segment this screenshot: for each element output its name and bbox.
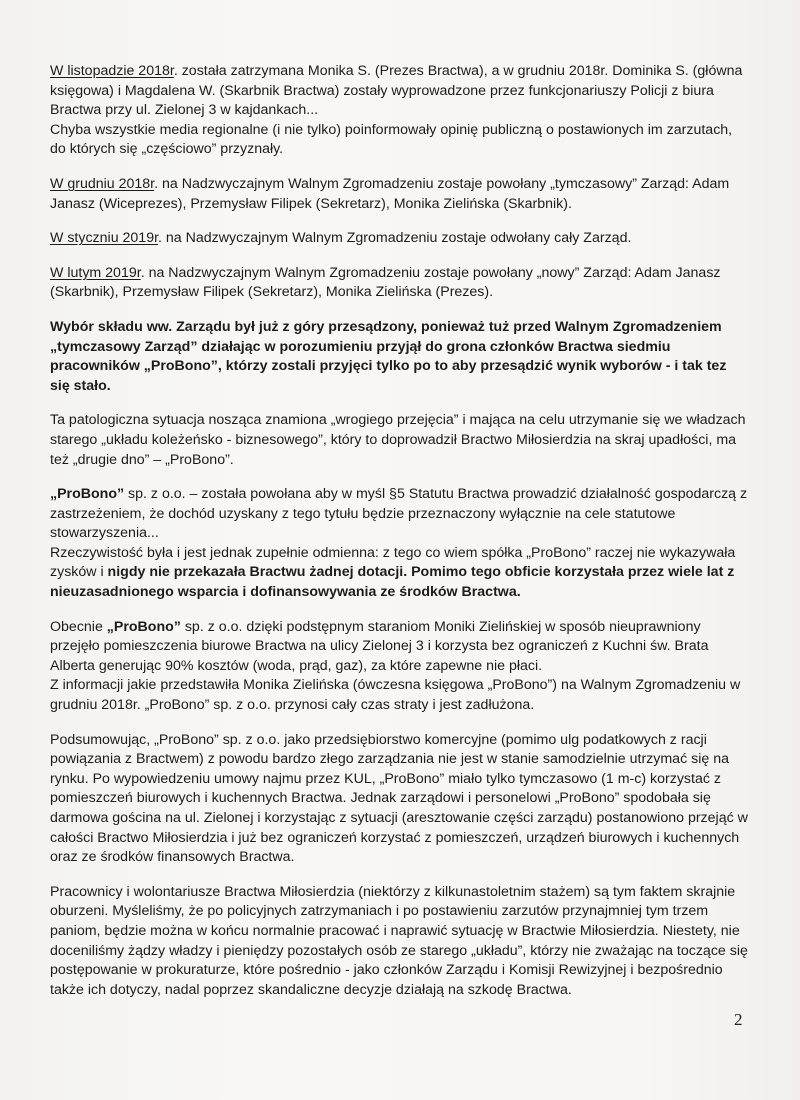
- paragraph: [50, 318, 750, 396]
- text-line: [50, 175, 750, 214]
- paragraph: [50, 411, 750, 470]
- bold-text: „ProBono”: [50, 486, 125, 503]
- text-segment: Chyba wszystkie media regionalne (i nie tylko) poinformowały opinię publiczną o postawionych im zarzutach, do których się „częściowo” przyznały.: [50, 121, 733, 158]
- text-segment: Podsumowując, „ProBono” sp. z o.o. jako przedsiębiorstwo komercyjne (pomimo ulg podatkowych z racji powiązania z Bractwem) z powodu bardzo złego zarządzania nie jest w stanie samodzielnie utrzymać się na rynku. Po wypowiedzeniu umowy najmu przez KUL, „ProBono” miało tylko tymczasowo (1 m-c) korzystać z pomieszczeń biurowych i kuchennych Bractwa. Jednak zarządowi i personelowi „ProBono” spodobała się darmowa gościna na ul. Zielonej i korzystając z sytuacji (aresztowanie części zarządu) postanowiono przejąć w całości Bractwo Miłosierdzia i już bez ograniczeń korzystać z pomieszczeń, urządzeń biurowych i kuchennych oraz ze środków finansowych Bractwa.: [50, 731, 748, 866]
- paragraph: [50, 485, 750, 603]
- paragraph: [50, 229, 750, 249]
- text-segment: sp. z o.o. – została powołana aby w myśl §5 Statutu Bractwa prowadzić działalność gospodarczą z zastrzeżeniem, że dochód uzyskany z tego tytułu będzie przeznaczony wyłącznie na cele statutowe stowarzyszenia...: [50, 486, 748, 542]
- bold-text: „ProBono”: [106, 618, 181, 635]
- date-underlined: W styczniu 2019r: [50, 230, 159, 247]
- text-segment: sp. z o.o. dzięki podstępnym staraniom Moniki Zielińskiej w sposób nieuprawniony przejęło pomieszczenia biurowe Bractwa na ulicy Zielonej 3 i korzysta bez ograniczeń z Kuchni św. Brata Alberta generując 90% kosztów (woda, prąd, gaz), za które zapewne nie płaci.: [50, 618, 709, 674]
- text-line: [50, 618, 750, 677]
- text-line: [50, 883, 750, 1001]
- text-segment: . na Nadzwyczajnym Walnym Zgromadzeniu zostaje powołany „tymczasowy” Zarząd: Adam Janasz (Wiceprezes), Przemysław Filipek (Sekretarz), Monika Zielińska (Skarbnik).: [50, 175, 730, 212]
- text-line: [50, 229, 750, 249]
- paragraph: [50, 175, 750, 214]
- show-through-text: [60, 8, 260, 22]
- date-underlined: W lutym 2019r: [50, 264, 141, 281]
- text-line: [50, 485, 750, 544]
- text-segment: Z informacji jakie przedstawiła Monika Zielińska (ówczesna księgowa „ProBono”) na Walnym Zgromadzeniu w grudniu 2018r. „ProBono” sp. z o.o. przynosi cały czas straty i jest zadłużona.: [50, 677, 741, 714]
- text-segment: Obecnie: [50, 618, 107, 635]
- bold-text: nigdy nie przekazała Bractwu żadnej dotacji. Pomimo tego obficie korzystała przez wiele lat z nieuzasadnionego wsparcia i dofinansowywania ze środków Bractwa.: [50, 564, 735, 601]
- text-line: [50, 411, 750, 470]
- text-segment: Pracownicy i wolontariusze Bractwa Miłosierdzia (niektórzy z kilkunastoletnim stażem) są tym faktem skrajnie oburzeni. Myśleliśmy, że po policyjnych zatrzymaniach i po postawieniu zarzutów przynajmniej tym trzem paniom, będzie można w końcu normalnie pracować i naprawić sytuację w Bractwie Miłosierdzia. Niestety, nie doceniliśmy żądzy władzy i pieniędzy pozostałych osób ze starego „układu”, którzy nie zważając na toczące się postępowanie w prokuraturze, które pośrednio - jako członków Zarządu i Komisji Rewizyjnej i bezpośrednio także ich dotyczy, nadal poprzez skandaliczne decyzje działają na szkodę Bractwa.: [50, 883, 748, 998]
- text-line: [50, 731, 750, 868]
- paragraph: [50, 62, 750, 160]
- text-segment: Rzeczywistość była i jest jednak zupełnie odmienna: z tego co wiem spółka „ProBono” raczej nie wykazywała zysków i: [50, 544, 736, 581]
- text-line: [50, 62, 750, 121]
- text-segment: . została zatrzymana Monika S. (Prezes Bractwa), a w grudniu 2018r. Dominika S. (główna księgowa) i Magdalena W. (Skarbnik Bractwa) zostały wyprowadzone przez funkcjonariuszy Policji z biura Bractwa przy ul. Zielonej 3 w kajdankach...: [50, 63, 743, 119]
- page-number: 2: [734, 1010, 743, 1029]
- text-line: [50, 121, 750, 160]
- text-segment: . na Nadzwyczajnym Walnym Zgromadzeniu zostaje powołany „nowy” Zarząd: Adam Janasz (Skarbnik), Przemysław Filipek (Sekretarz), Monika Zielińska (Prezes).: [50, 264, 721, 301]
- paragraph: [50, 883, 750, 1001]
- paragraph: [50, 618, 750, 716]
- paragraph: [50, 264, 750, 303]
- text-segment: . na Nadzwyczajnym Walnym Zgromadzeniu zostaje odwołany cały Zarząd.: [158, 230, 632, 247]
- text-line: [50, 264, 750, 303]
- date-underlined: W listopadzie 2018r: [50, 63, 174, 79]
- bold-text: Wybór składu ww. Zarządu był już z góry przesądzony, ponieważ tuż przed Walnym Zgromadzeniem „tymczasowy Zarząd” działając w porozumieniu przyjął do grona członków Bractwa siedmiu pracowników „ProBono”, którzy zostali przyjęci tylko po to aby przesądzić wynik wyborów - i tak tez się stało.: [50, 318, 727, 394]
- text-segment: Ta patologiczna sytuacja nosząca znamiona „wrogiego przejęcia” i mająca na celu utrzymanie się we władzach starego „układu koleżeńsko - biznesowego”, który to doprowadził Bractwo Miłosierdzia na skraj upadłości, ma też „drugie dno” – „ProBono”.: [50, 412, 746, 468]
- paragraph: [50, 731, 750, 868]
- text-line: [50, 318, 750, 396]
- date-underlined: W grudniu 2018r: [50, 175, 155, 192]
- text-line: [50, 544, 750, 603]
- text-line: [50, 676, 750, 715]
- document-body: [50, 62, 750, 1015]
